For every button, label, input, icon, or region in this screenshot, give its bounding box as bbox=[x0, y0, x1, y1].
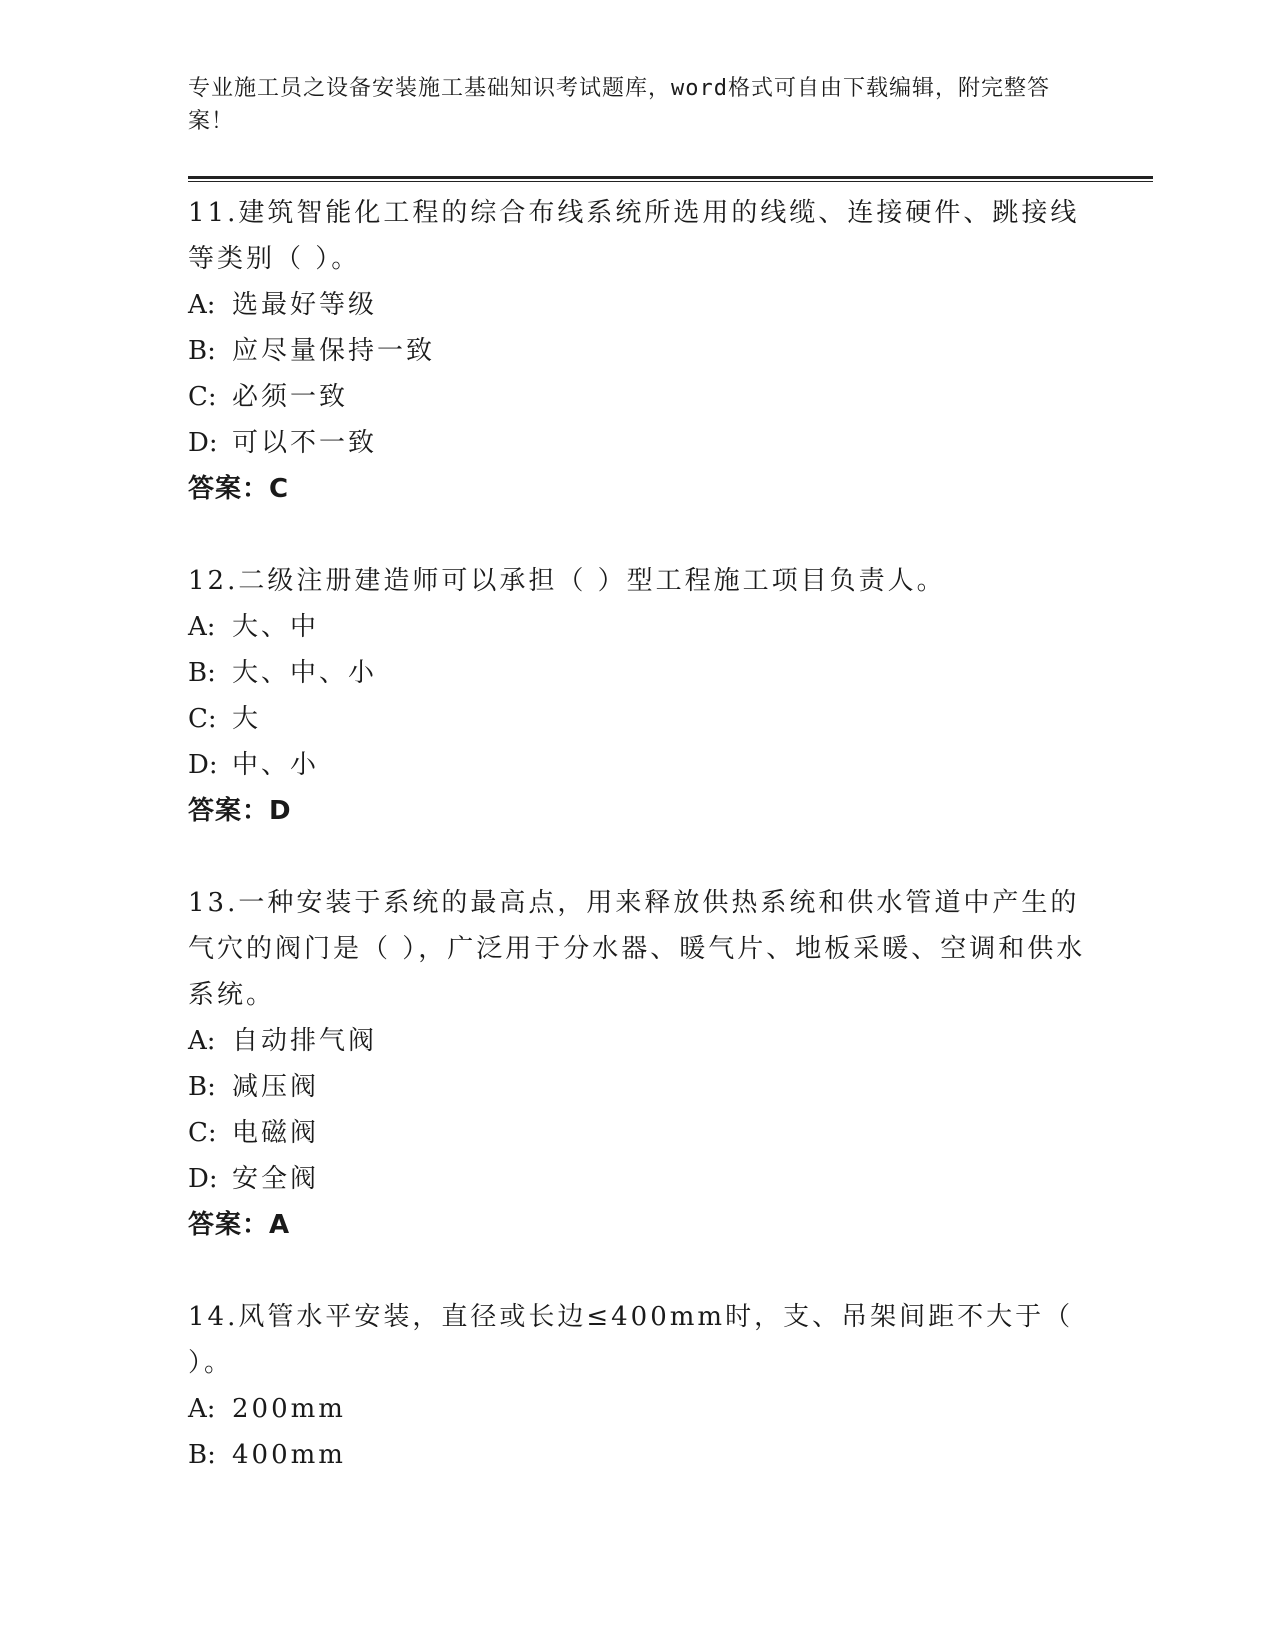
option-d bbox=[188, 742, 1088, 788]
option-a bbox=[188, 282, 1088, 328]
option-letter: A : bbox=[188, 282, 232, 328]
option-letter: B : bbox=[188, 1064, 232, 1110]
question-stem: 14.风管水平安装，直径或长边≤400mm时，支、吊架间距不大于（ ）。 bbox=[188, 1302, 1074, 1378]
answer-line: 答案：A bbox=[188, 1210, 291, 1240]
option-c bbox=[188, 1110, 1088, 1156]
option-text: 可以不一致 bbox=[232, 428, 378, 458]
option-text: 中、小 bbox=[232, 750, 320, 780]
option-letter: A : bbox=[188, 604, 232, 650]
option-text: 必须一致 bbox=[232, 382, 349, 412]
option-text: 选最好等级 bbox=[232, 290, 378, 320]
option-text: 大、中 bbox=[232, 612, 320, 642]
question-14 bbox=[188, 1294, 1088, 1478]
option-text: 减压阀 bbox=[232, 1072, 320, 1102]
option-text: 大、中、小 bbox=[232, 658, 378, 688]
option-a bbox=[188, 1386, 1088, 1432]
option-letter: B : bbox=[188, 1432, 232, 1478]
question-stem: 12.二级注册建造师可以承担（ ）型工程施工项目负责人。 bbox=[188, 566, 946, 596]
option-letter: A : bbox=[188, 1018, 232, 1064]
option-letter: B : bbox=[188, 650, 232, 696]
option-letter: D : bbox=[188, 1156, 232, 1202]
option-c bbox=[188, 374, 1088, 420]
option-letter: D : bbox=[188, 420, 232, 466]
option-letter: A : bbox=[188, 1386, 232, 1432]
option-b bbox=[188, 1064, 1088, 1110]
question-13 bbox=[188, 880, 1088, 1248]
header-rule-thick bbox=[188, 176, 1153, 179]
option-b bbox=[188, 328, 1088, 374]
option-text: 自动排气阀 bbox=[232, 1026, 378, 1056]
option-d bbox=[188, 1156, 1088, 1202]
answer-line: 答案：C bbox=[188, 474, 290, 504]
option-b bbox=[188, 1432, 1088, 1478]
option-b bbox=[188, 650, 1088, 696]
option-letter: C : bbox=[188, 696, 232, 742]
header-rule-thin bbox=[188, 181, 1153, 182]
answer-line: 答案：D bbox=[188, 796, 292, 826]
question-12 bbox=[188, 558, 1088, 834]
question-stem: 11.建筑智能化工程的综合布线系统所选用的线缆、连接硬件、跳接线等类别（ ）。 bbox=[188, 198, 1080, 274]
option-text: 电磁阀 bbox=[232, 1118, 320, 1148]
option-text: 大 bbox=[232, 704, 262, 734]
document-header: 专业施工员之设备安装施工基础知识考试题库，word格式可自由下载编辑，附完整答案！ bbox=[188, 76, 1050, 134]
question-stem: 13.一种安装于系统的最高点，用来释放供热系统和供水管道中产生的气穴的阀门是（ ），广泛用于分水器、暖气片、地板采暖、空调和供水系统。 bbox=[188, 888, 1086, 1010]
option-a bbox=[188, 1018, 1088, 1064]
option-c bbox=[188, 696, 1088, 742]
option-text: 200mm bbox=[232, 1394, 346, 1424]
option-text: 安全阀 bbox=[232, 1164, 320, 1194]
option-a bbox=[188, 604, 1088, 650]
question-11 bbox=[188, 190, 1088, 512]
option-letter: C : bbox=[188, 374, 232, 420]
option-letter: C : bbox=[188, 1110, 232, 1156]
option-letter: D : bbox=[188, 742, 232, 788]
option-text: 400mm bbox=[232, 1440, 346, 1470]
question-list bbox=[188, 190, 1088, 1524]
option-text: 应尽量保持一致 bbox=[232, 336, 436, 366]
option-letter: B : bbox=[188, 328, 232, 374]
option-d bbox=[188, 420, 1088, 466]
